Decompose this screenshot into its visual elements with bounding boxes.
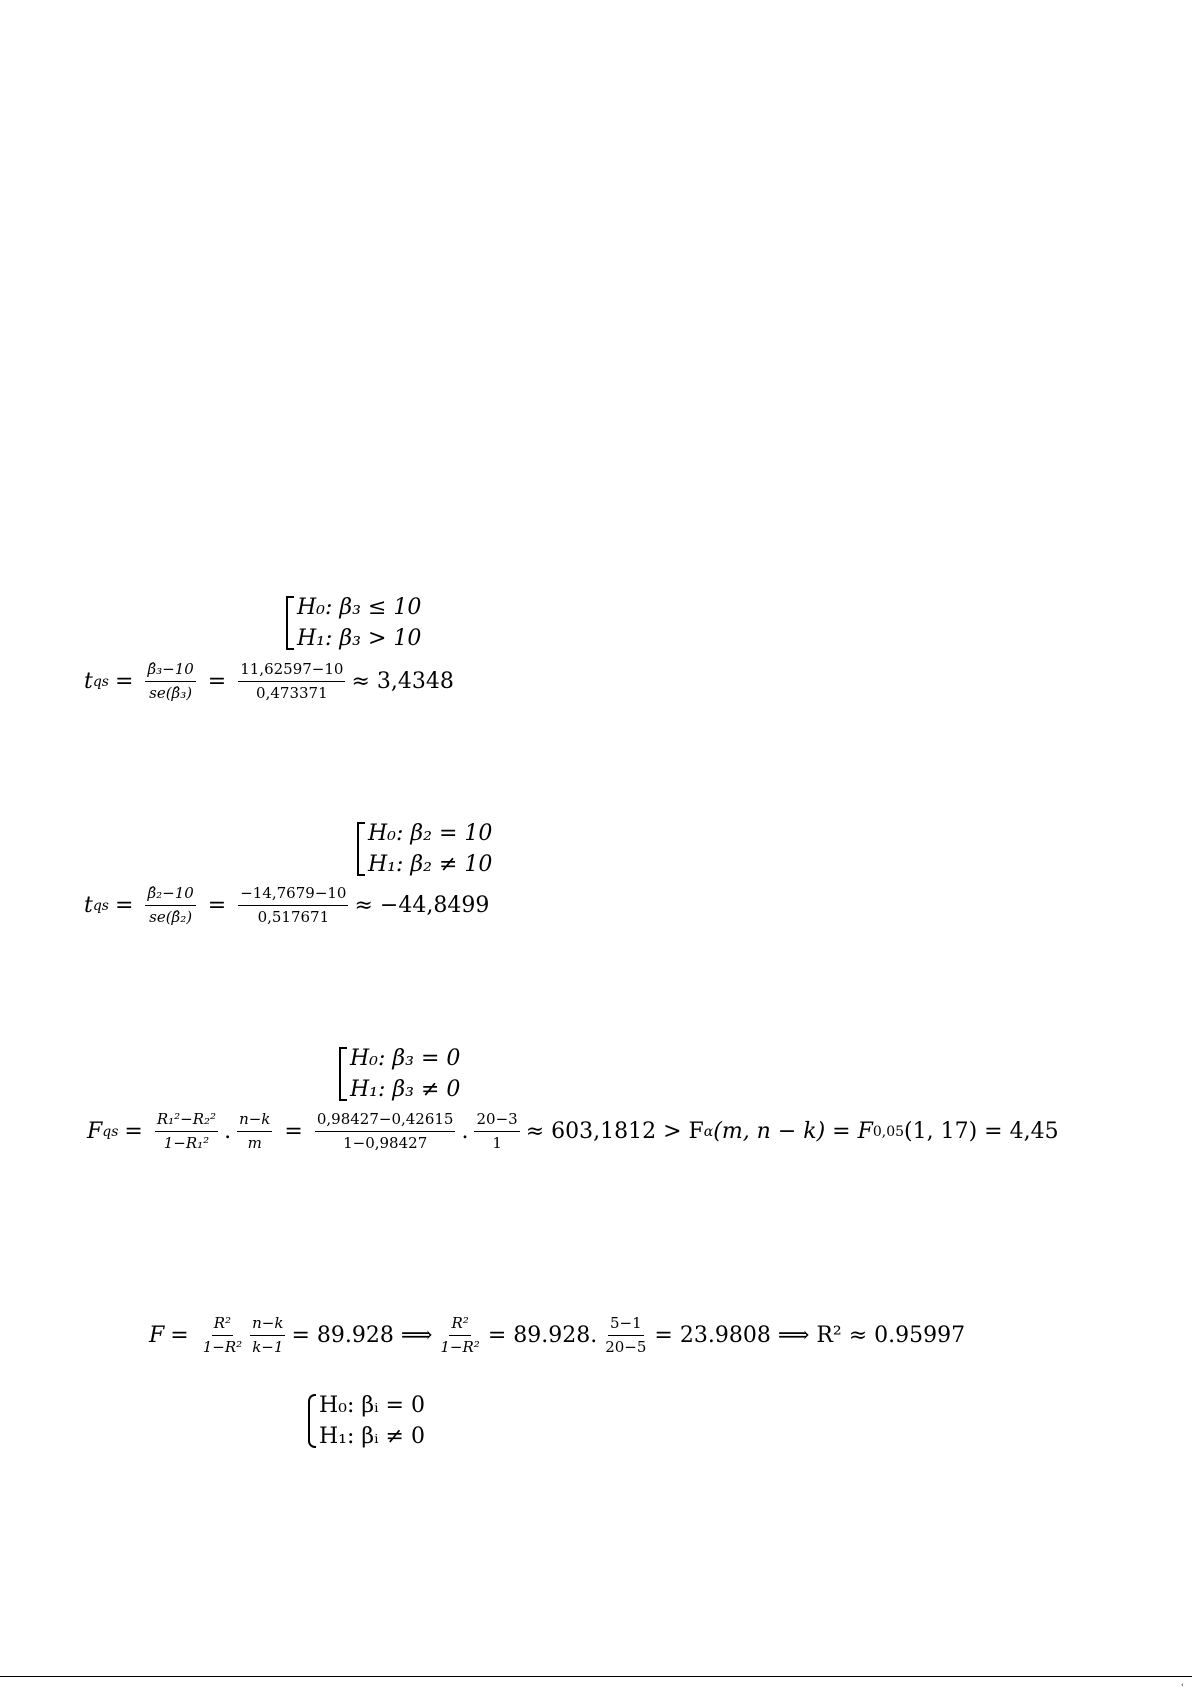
null-hypothesis: H₀: β₃ = 0 — [350, 1046, 461, 1071]
fraction-degrees-of-freedom: $\frac{n-k}{m}$ — [239, 1110, 271, 1152]
left-brace — [308, 1394, 316, 1448]
result-value: ≈ −44,8499 — [354, 893, 490, 918]
critical-value: (1, 17) = 4,45 — [904, 1119, 1059, 1144]
fraction-values: $\frac{-14,7679-10}{0,517671}$ — [240, 884, 347, 926]
lhs-symbol: t — [84, 893, 93, 918]
null-hypothesis: H₀: β₃ ≤ 10 — [297, 595, 422, 620]
page-corner-mark: ‹ — [1181, 1681, 1184, 1689]
hypothesis-system-3 — [339, 1043, 460, 1105]
f-statistic-equation: F qs = $\frac{\text{R₁²−R₂²}}{\text{1−R₁²}}$ . $\frac{n-k}{m}$ = $\frac{0,98427-0,42615}{1-0,98427}$ . $\frac{20-3}{1}$ ≈ 603,1812 > F α (m, n − k) = F 0,05 (1, 17) = 4,45 — [87, 1110, 1059, 1152]
fraction-r-values: $\frac{0,98427-0,42615}{1-0,98427}$ — [316, 1110, 454, 1152]
fraction-estimate-over-se: $\frac{\text{β̂₂−10}}{\text{se(β̂₂)}}$ — [147, 884, 194, 926]
r-squared-equation: F = $\frac{\text{R²}}{\text{1−R²}}$ $\frac{n-k}{k-1}$ = 89.928 ⟹ $\frac{\text{R²}}{\text{1−R²}}$ = 89.928. $\frac{5-1}{20-5}$ = 23.9808 ⟹ R² ≈ 0.95997 — [149, 1314, 966, 1356]
null-hypothesis: H₀: βᵢ = 0 — [319, 1393, 425, 1418]
hypothesis-system-1 — [286, 592, 421, 654]
f-alpha-args: (m, n − k) = F — [713, 1119, 873, 1144]
result-value: = 23.9808 ⟹ R² ≈ 0.95997 — [654, 1323, 966, 1348]
fraction-estimate-over-se: $\frac{\text{β̂₃−10}}{\text{se(β̂₃)}}$ — [147, 660, 194, 702]
result-value: ≈ 3,4348 — [351, 669, 454, 694]
alternative-hypothesis: H₁: β₃ > 10 — [297, 626, 422, 651]
hypothesis-system-4 — [308, 1390, 425, 1452]
t-statistic-equation-2: t qs = $\frac{\text{β̂₂−10}}{\text{se(β̂₂)}}$ = $\frac{-14,7679-10}{0,517671}$ ≈ −44,8499 — [84, 884, 490, 926]
fraction-r-squared: $\frac{\text{R₁²−R₂²}}{\text{1−R₁²}}$ — [156, 1110, 217, 1152]
lhs-symbol: F — [87, 1119, 103, 1144]
alternative-hypothesis: H₁: β₂ ≠ 10 — [368, 852, 493, 877]
f-value: = 89.928 ⟹ — [291, 1323, 433, 1348]
null-hypothesis: H₀: β₂ = 10 — [368, 821, 493, 846]
fraction-r2: $\frac{\text{R²}}{\text{1−R²}}$ — [202, 1314, 243, 1356]
alternative-hypothesis: H₁: βᵢ ≠ 0 — [319, 1424, 425, 1449]
fraction-values: $\frac{11,62597-10}{0,473371}$ — [240, 660, 344, 702]
fraction-df: $\frac{n-k}{k-1}$ — [252, 1314, 284, 1356]
fraction-df-values: $\frac{20-3}{1}$ — [476, 1110, 518, 1152]
page-bottom-rule — [0, 1676, 1192, 1677]
lhs-symbol: F — [149, 1323, 165, 1348]
left-bracket — [286, 596, 294, 650]
t-statistic-equation-1: t qs = $\frac{\text{β̂₃−10}}{\text{se(β̂₃)}}$ = $\frac{11,62597-10}{0,473371}$ ≈ 3,4348 — [84, 660, 454, 702]
f-value-times: = 89.928. — [487, 1323, 598, 1348]
fraction-df-values: $\frac{5-1}{20-5}$ — [605, 1314, 647, 1356]
left-bracket — [339, 1047, 347, 1101]
alternative-hypothesis: H₁: β₃ ≠ 0 — [350, 1077, 461, 1102]
fraction-r2-ratio: $\frac{\text{R²}}{\text{1−R²}}$ — [440, 1314, 480, 1356]
lhs-symbol: t — [84, 669, 93, 694]
hypothesis-system-2 — [357, 818, 492, 880]
left-bracket — [357, 822, 365, 876]
result-value: ≈ 603,1812 > F — [525, 1119, 704, 1144]
